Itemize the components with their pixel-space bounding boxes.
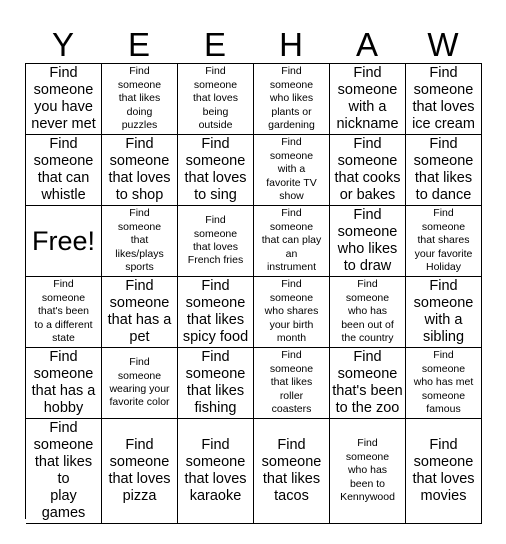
cell-text: Find someone that can whistle bbox=[33, 136, 94, 203]
cell-text: Find someone who likes plants or gardening bbox=[268, 65, 315, 132]
cell-text: Free! bbox=[31, 226, 96, 256]
bingo-cell[interactable] bbox=[330, 64, 406, 135]
cell-text: Find someone with a favorite TV show bbox=[266, 136, 317, 203]
cell-text: Find someone that shares your favorite Holiday bbox=[414, 207, 473, 274]
bingo-cell[interactable] bbox=[254, 419, 330, 524]
header-letter: W bbox=[427, 25, 459, 63]
bingo-cell[interactable] bbox=[406, 348, 482, 419]
cell-text: Find someone that likes roller coasters bbox=[269, 349, 314, 416]
cell-text: Find someone that likes doing puzzles bbox=[117, 65, 162, 132]
bingo-board bbox=[25, 63, 482, 519]
bingo-cell[interactable] bbox=[254, 64, 330, 135]
bingo-cell[interactable] bbox=[102, 348, 178, 419]
cell-text: Find someone who shares your birth month bbox=[264, 278, 319, 345]
bingo-cell[interactable] bbox=[254, 206, 330, 277]
cell-text: Find someone who has been to Kennywood bbox=[340, 437, 395, 504]
bingo-cell[interactable] bbox=[26, 135, 102, 206]
cell-text: Find someone you have never met bbox=[31, 65, 96, 132]
bingo-cell[interactable] bbox=[102, 135, 178, 206]
cell-text: Find someone that likes to dance bbox=[413, 136, 474, 203]
bingo-cell[interactable] bbox=[178, 419, 254, 524]
bingo-cell[interactable] bbox=[178, 206, 254, 277]
cell-text: Find someone who has been out of the country bbox=[341, 278, 394, 345]
cell-text: Find someone with a nickname bbox=[336, 65, 399, 132]
cell-text: Find someone who likes to draw bbox=[337, 207, 398, 274]
header-letter: H bbox=[279, 25, 303, 63]
bingo-cell[interactable] bbox=[330, 206, 406, 277]
cell-text: Find someone that likes spicy food bbox=[182, 278, 249, 345]
bingo-cell[interactable] bbox=[406, 277, 482, 348]
free-space-cell[interactable] bbox=[26, 206, 102, 277]
bingo-cell[interactable] bbox=[254, 348, 330, 419]
cell-text: Find someone that likes fishing bbox=[185, 349, 246, 416]
cell-text: Find someone that loves to sing bbox=[184, 136, 247, 203]
cell-text: Find someone who has met someone famous bbox=[413, 349, 474, 416]
bingo-cell[interactable] bbox=[406, 206, 482, 277]
cell-text: Find someone that loves to shop bbox=[108, 136, 171, 203]
cell-text: Find someone that can play an instrument bbox=[261, 207, 322, 274]
bingo-cell[interactable] bbox=[26, 348, 102, 419]
cell-text: Find someone that loves French fries bbox=[187, 214, 244, 267]
bingo-cell[interactable] bbox=[178, 135, 254, 206]
bingo-cell[interactable] bbox=[102, 64, 178, 135]
cell-text: Find someone that loves being outside bbox=[193, 65, 238, 132]
bingo-cell[interactable] bbox=[26, 277, 102, 348]
bingo-cell[interactable] bbox=[330, 277, 406, 348]
cell-text: Find someone that likes/plays sports bbox=[115, 207, 164, 274]
bingo-cell[interactable] bbox=[178, 348, 254, 419]
bingo-cell[interactable] bbox=[254, 277, 330, 348]
bingo-cell[interactable] bbox=[102, 206, 178, 277]
bingo-cell[interactable] bbox=[26, 419, 102, 524]
header-letter: E bbox=[127, 25, 150, 63]
cell-text: Find someone that's been to the zoo bbox=[332, 349, 403, 416]
cell-text: Find someone that loves ice cream bbox=[412, 65, 475, 132]
bingo-cell[interactable] bbox=[178, 64, 254, 135]
bingo-cell[interactable] bbox=[406, 135, 482, 206]
cell-text: Find someone that has a pet bbox=[107, 278, 172, 345]
bingo-cell[interactable] bbox=[102, 277, 178, 348]
cell-text: Find someone that loves karaoke bbox=[184, 437, 247, 504]
cell-text: Find someone that likes tacos bbox=[261, 437, 322, 504]
bingo-cell[interactable] bbox=[406, 419, 482, 524]
header-letter: A bbox=[355, 25, 378, 63]
cell-text: Find someone that's been to a different state bbox=[34, 278, 93, 345]
cell-text: Find someone that likes to play games bbox=[33, 420, 94, 521]
bingo-cell[interactable] bbox=[406, 64, 482, 135]
bingo-cell[interactable] bbox=[178, 277, 254, 348]
cell-text: Find someone that loves pizza bbox=[108, 437, 171, 504]
bingo-cell[interactable] bbox=[330, 348, 406, 419]
bingo-cell[interactable] bbox=[102, 419, 178, 524]
bingo-header bbox=[25, 24, 481, 64]
cell-text: Find someone that loves movies bbox=[412, 437, 475, 504]
bingo-cell[interactable] bbox=[330, 135, 406, 206]
cell-text: Find someone that has a hobby bbox=[31, 349, 96, 416]
bingo-cell[interactable] bbox=[26, 64, 102, 135]
cell-text: Find someone with a sibling bbox=[413, 278, 474, 345]
bingo-cell[interactable] bbox=[330, 419, 406, 524]
header-letter: Y bbox=[51, 25, 74, 63]
cell-text: Find someone wearing your favorite color bbox=[109, 356, 170, 409]
header-letter: E bbox=[203, 25, 226, 63]
cell-text: Find someone that cooks or bakes bbox=[334, 136, 401, 203]
bingo-cell[interactable] bbox=[254, 135, 330, 206]
